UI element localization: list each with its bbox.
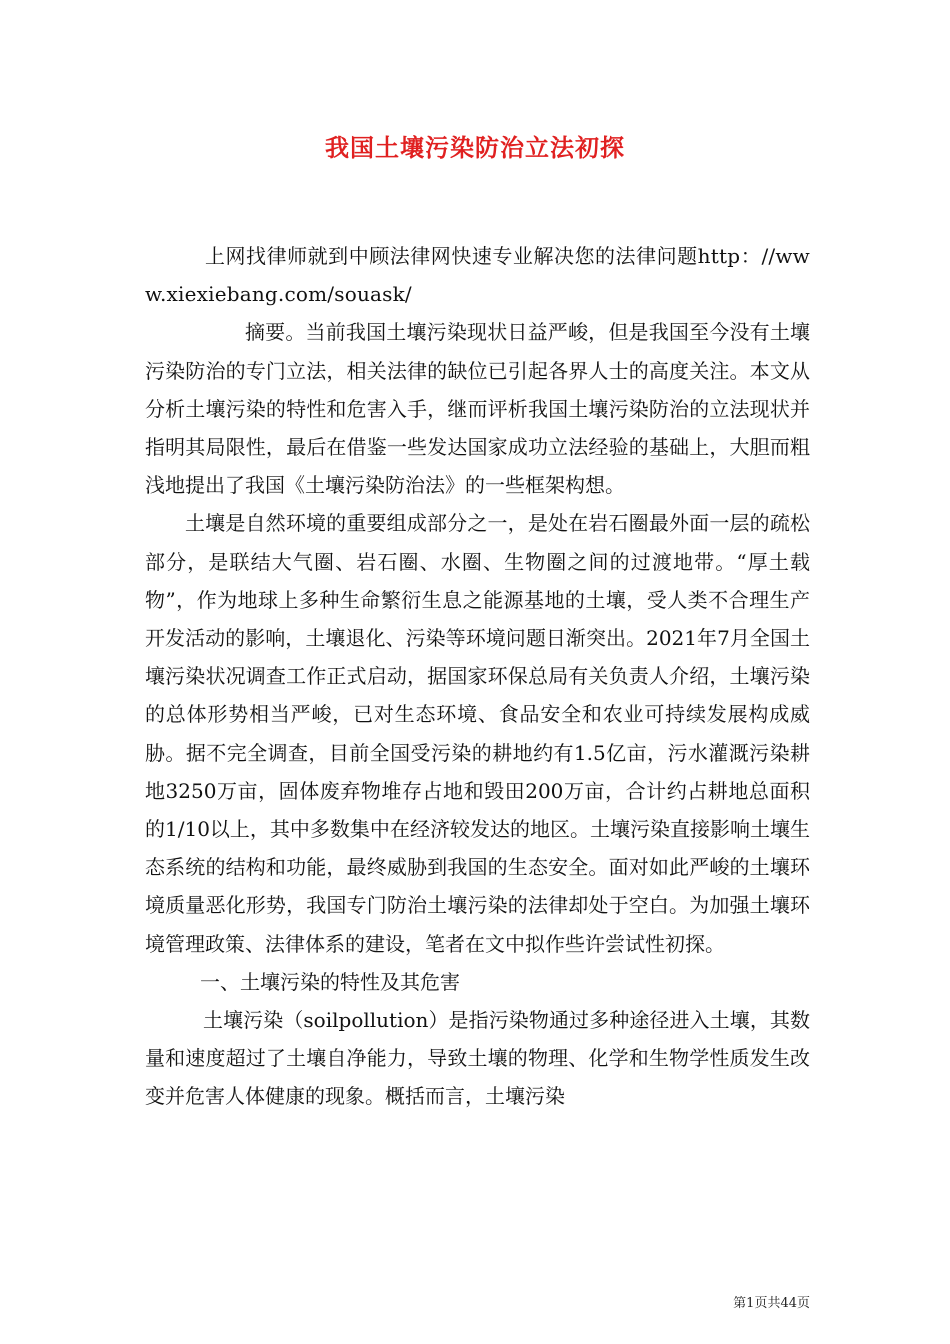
- intro-url: http：//www.xiexiebang.com/souask/: [145, 244, 811, 307]
- document-body: [145, 237, 810, 1116]
- document-title: 我国土壤污染防治立法初探: [325, 133, 625, 162]
- abstract-paragraph: 摘要。当前我国土壤污染现状日益严峻，但是我国至今没有土壤污染防治的专门立法，相关法律的缺位已引起各界人士的高度关注。本文从分析土壤污染的特性和危害入手，继而评析我国土壤污染防治的立法现状并指明其局限性，最后在借鉴一些发达国家成功立法经验的基础上，大胆而粗浅地提出了我国《土壤污染防治法》的一些框架构想。: [145, 320, 810, 498]
- body-paragraph-1: 土壤是自然环境的重要组成部分之一，是处在岩石圈最外面一层的疏松部分，是联结大气圈、岩石圈、水圈、生物圈之间的过渡地带。“厚土载物”，作为地球上多种生命繁衍生息之能源基地的土壤，受人类不合理生产开发活动的影响，土壤退化、污染等环境问题日渐突出。2021年7月全国土壤污染状况调查工作正式启动，据国家环保总局有关负责人介绍，土壤污染的总体形势相当严峻，已对生态环境、食品安全和农业可持续发展构成威胁。据不完全调查，目前全国受污染的耕地约有1.5亿亩，污水灌溉污染耕地3250万亩，固体废弃物堆存占地和毁田200万亩，合计约占耕地总面积的1/10以上，其中多数集中在经济较发达的地区。土壤污染直接影响土壤生态系统的结构和功能，最终威胁到我国的生态安全。面对如此严峻的土壤环境质量恶化形势，我国专门防治土壤污染的法律却处于空白。为加强土壤环境管理政策、法律体系的建设，笔者在文中拟作些许尝试性初探。: [145, 511, 810, 956]
- intro-paragraph: [145, 237, 810, 313]
- body-paragraph-2: 土壤污染（soilpollution）是指污染物通过多种途径进入土壤，其数量和速度超过了土壤自净能力，导致土壤的物理、化学和生物学性质发生改变并危害人体健康的现象。概括而言，土壤污染: [145, 1008, 810, 1109]
- intro-text: 上网找律师就到中顾法律网快速专业解决您的法律问题: [205, 244, 698, 268]
- page-indicator: 第1页共44页: [733, 1296, 810, 1311]
- section-heading: 一、土壤污染的特性及其危害: [200, 969, 460, 994]
